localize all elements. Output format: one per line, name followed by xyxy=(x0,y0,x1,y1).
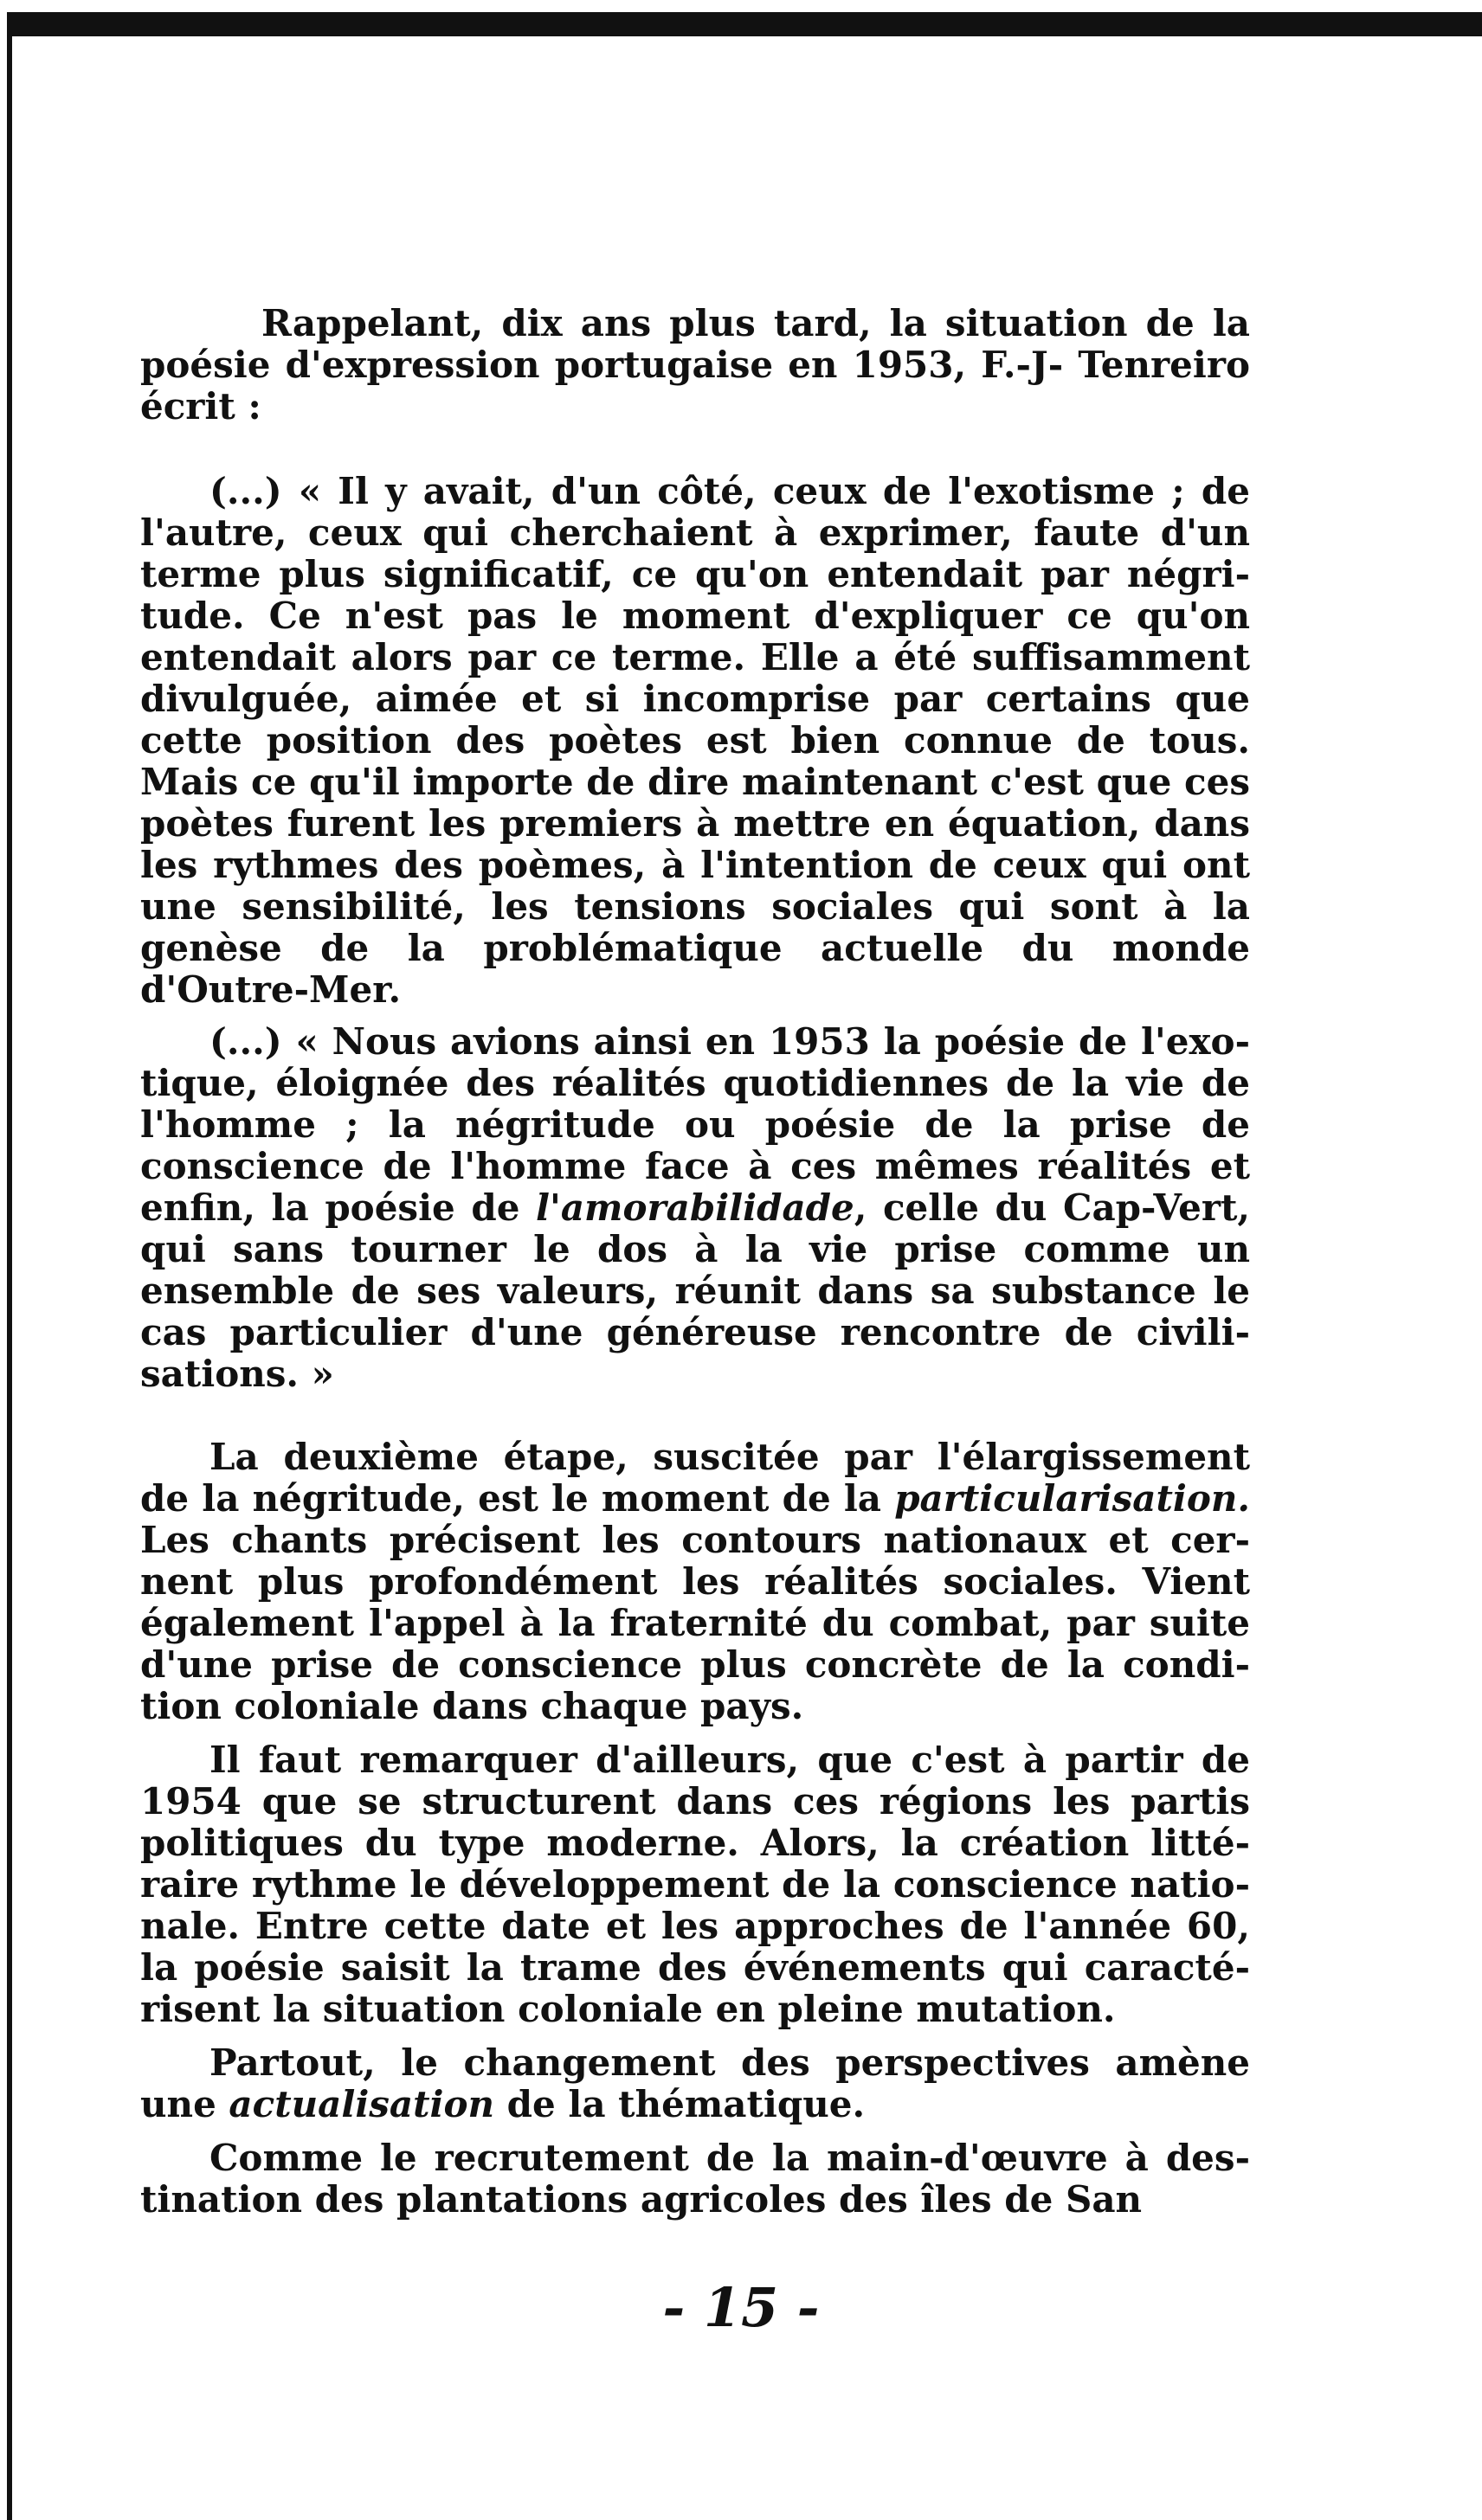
quote-2-text-end: , celle du Cap-Vert, qui sans tourner le dos à la vie prise comme un ensemble de ses valeurs, réunit dans sa substance le cas particulier d'une généreuse rencontre de civilisations. » xyxy=(140,1186,1250,1395)
body-3-text-end: de la thématique. xyxy=(494,2083,866,2125)
body-paragraph-1 xyxy=(140,1437,1250,1727)
page-number: - 15 - xyxy=(662,2276,820,2339)
intro-paragraph: Rappelant, dix ans plus tard, la situation de la poésie d'expression portugaise en 1953, F.-J- Tenreiro écrit : xyxy=(140,302,1250,428)
body-paragraph-2: Il faut remarquer d'ailleurs, que c'est à partir de 1954 que se structurent dans ces régions les partis politiques du type moderne. Alors, la création littéraire rythme le développement de la conscience nationale. Entre cette date et les approches de l'année 60, la poésie saisit la trame des événements qui caractérisent la situation coloniale en pleine mutation. xyxy=(140,1739,1250,2030)
body-1-text-start: La deuxième étape, suscitée par l'élargissement de la négritude, est le moment de la xyxy=(140,1436,1250,1520)
quote-paragraph-1: (...) « Il y avait, d'un côté, ceux de l'exotisme ; de l'autre, ceux qui cherchaient à exprimer, faute d'un terme plus significatif, ce qu'on entendait par négritude. Ce n'est pas le moment d'expliquer ce qu'on entendait alors par ce terme. Elle a été suffisamment divulguée, aimée et si incomprise par certains que cette position des poètes est bien connue de tous. Mais ce qu'il importe de dire maintenant c'est que ces poètes furent les premiers à mettre en équation, dans les rythmes des poèmes, à l'intention de ceux qui ont une sensibilité, les tensions sociales qui sont à la genèse de la problématique actuelle du monde d'Outre-Mer. xyxy=(140,470,1250,1011)
quote-paragraph-2 xyxy=(140,1021,1250,1395)
body-paragraph-3 xyxy=(140,2042,1250,2125)
body-paragraph-4: Comme le recrutement de la main-d'œuvre à destination des plantations agricoles des îles de San xyxy=(140,2137,1250,2221)
body-1-text-end: Les chants précisent les contours nationaux et cernent plus profondément les réalités sociales. Vient également l'appel à la fraternité du combat, par suite d'une prise de conscience plus concrète de la condition coloniale dans chaque pays. xyxy=(140,1519,1250,1727)
body-3-italic-term: actualisation xyxy=(229,2083,495,2125)
body-3-text-start: Partout, le changement des perspectives amène une xyxy=(140,2041,1250,2125)
main-text-block xyxy=(140,303,1250,2233)
quote-2-italic-term: l'amorabilidade xyxy=(536,1186,854,1229)
quote-2-text-start: (...) « Nous avions ainsi en 1953 la poésie de l'exotique, éloignée des réalités quotidiennes de la vie de l'homme ; la négritude ou poésie de la prise de conscience de l'homme face à ces mêmes réalités et enfin, la poésie de xyxy=(140,1020,1250,1229)
scan-top-border xyxy=(7,12,1482,36)
scan-left-border xyxy=(7,12,12,2520)
body-1-italic-term: particularisation. xyxy=(894,1477,1250,1520)
